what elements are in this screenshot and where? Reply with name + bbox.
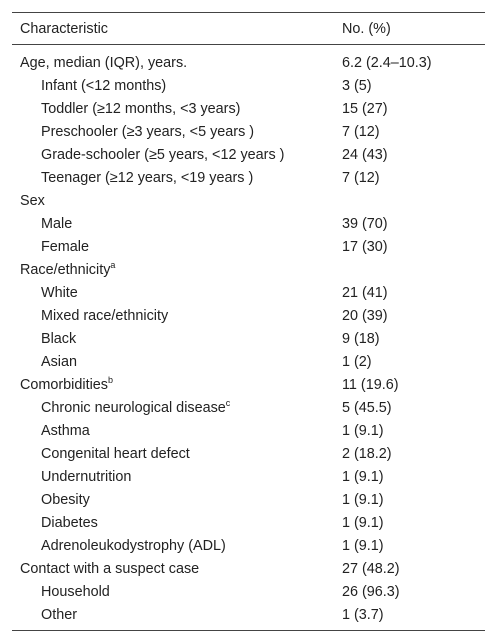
table-row [12, 534, 485, 557]
footnote-marker: a [110, 259, 116, 270]
table-bottom-rule [12, 630, 485, 631]
row-value: 2 (18.2) [342, 445, 392, 462]
table-row [12, 166, 485, 189]
row-value: 1 (2) [342, 353, 372, 370]
row-label-text: Asian [41, 353, 77, 370]
row-label-text: Toddler (≥12 months, <3 years) [41, 100, 241, 117]
characteristics-table [12, 12, 485, 631]
row-label-text: Undernutrition [41, 468, 132, 485]
row-label [12, 515, 338, 531]
row-value: 11 (19.6) [342, 376, 399, 393]
row-label-text: Sex [20, 192, 45, 209]
row-label [12, 561, 338, 577]
table-row [12, 350, 485, 373]
row-label-text: Preschooler (≥3 years, <5 years ) [41, 123, 255, 140]
row-value: 7 (12) [342, 123, 380, 140]
row-value: 9 (18) [342, 330, 380, 347]
row-label-text: Obesity [41, 491, 90, 508]
table-row [12, 396, 485, 419]
row-value: 1 (3.7) [342, 606, 384, 623]
row-value: 27 (48.2) [342, 560, 400, 577]
row-label-text: Adrenoleukodystrophy (ADL) [41, 537, 226, 554]
row-label [12, 584, 338, 600]
row-label-text: White [41, 284, 78, 301]
table-row [12, 511, 485, 534]
row-value: 3 (5) [342, 77, 372, 94]
row-label [12, 285, 338, 301]
row-label-text: Congenital heart defect [41, 445, 190, 462]
row-label-text: Chronic neurological disease [41, 399, 226, 416]
row-label [12, 259, 338, 278]
table-row [12, 419, 485, 442]
table-row [12, 465, 485, 488]
row-label [12, 124, 338, 140]
row-label-text: Infant (<12 months) [41, 77, 167, 94]
header-characteristic: Characteristic [20, 20, 108, 37]
row-value: 1 (9.1) [342, 537, 384, 554]
row-label [12, 308, 338, 324]
row-label [12, 193, 338, 209]
row-value: 39 (70) [342, 215, 388, 232]
row-label-text: Female [41, 238, 89, 255]
row-label [12, 216, 338, 232]
row-label [12, 170, 338, 186]
row-label [12, 423, 338, 439]
footnote-marker: c [225, 397, 231, 408]
table-row [12, 74, 485, 97]
table-row [12, 603, 485, 626]
table-row [12, 143, 485, 166]
row-label [12, 354, 338, 370]
table-row [12, 488, 485, 511]
row-value: 26 (96.3) [342, 583, 400, 600]
row-label [12, 147, 338, 163]
table-row [12, 580, 485, 603]
table-row [12, 258, 485, 281]
row-label [12, 331, 338, 347]
table-body [12, 45, 485, 630]
row-label [12, 78, 338, 94]
table-row [12, 189, 485, 212]
row-value: 15 (27) [342, 100, 388, 117]
row-label-text: Mixed race/ethnicity [41, 307, 169, 324]
row-value: 17 (30) [342, 238, 388, 255]
row-label [12, 374, 338, 393]
row-value: 7 (12) [342, 169, 380, 186]
table-header-row [12, 13, 485, 44]
table-row [12, 304, 485, 327]
row-label-text: Diabetes [41, 514, 98, 531]
row-label-text: Grade-schooler (≥5 years, <12 years ) [41, 146, 285, 163]
row-label-text: Comorbidities [20, 376, 108, 393]
table-row [12, 97, 485, 120]
table-row [12, 212, 485, 235]
row-label-text: Race/ethnicity [20, 261, 111, 278]
table-row [12, 235, 485, 258]
row-label-text: Teenager (≥12 years, <19 years ) [41, 169, 254, 186]
table-row [12, 51, 485, 74]
row-label-text: Contact with a suspect case [20, 560, 200, 577]
row-value: 6.2 (2.4–10.3) [342, 54, 432, 71]
row-label-text: Black [41, 330, 77, 347]
table-row [12, 281, 485, 304]
row-label-text: Age, median (IQR), years. [20, 54, 188, 71]
row-label [12, 101, 338, 117]
footnote-marker: b [107, 374, 113, 385]
row-value: 5 (45.5) [342, 399, 392, 416]
row-value: 1 (9.1) [342, 514, 384, 531]
row-label-text: Household [41, 583, 110, 600]
row-label [12, 492, 338, 508]
row-label-text: Other [41, 606, 77, 623]
row-label-text: Male [41, 215, 73, 232]
row-label [12, 397, 338, 416]
row-label [12, 469, 338, 485]
header-value: No. (%) [342, 20, 391, 37]
row-value: 21 (41) [342, 284, 388, 301]
table-row [12, 442, 485, 465]
row-value: 24 (43) [342, 146, 388, 163]
row-label [12, 538, 338, 554]
row-value: 20 (39) [342, 307, 388, 324]
row-label [12, 55, 338, 71]
row-value: 1 (9.1) [342, 468, 384, 485]
row-label [12, 446, 338, 462]
row-label [12, 239, 338, 255]
row-value: 1 (9.1) [342, 491, 384, 508]
row-label [12, 607, 338, 623]
table-row [12, 373, 485, 396]
row-value: 1 (9.1) [342, 422, 384, 439]
table-row [12, 327, 485, 350]
row-label-text: Asthma [41, 422, 90, 439]
table-row [12, 557, 485, 580]
table-row [12, 120, 485, 143]
